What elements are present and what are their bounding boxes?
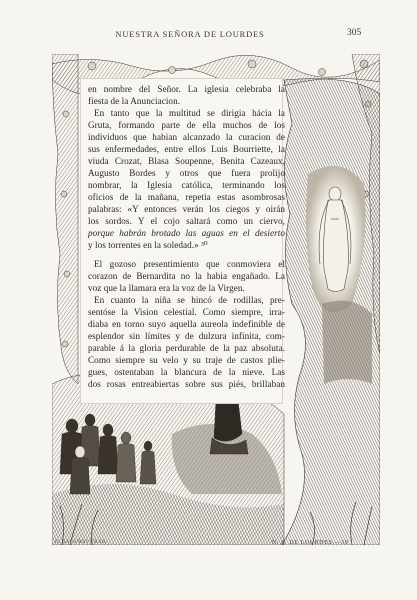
text-line: voz que la llamara era la voz de la Virgen.	[88, 283, 245, 293]
text-line: Como siempre su velo y su traje de castos plie-	[88, 355, 285, 365]
engraver-signature: D. SADURNI GRAB.	[55, 540, 108, 545]
text-line: nombrar, la Iglesia católica, terminando los	[88, 180, 285, 190]
text-line: y los torrentes en la soledad.» ³⁰	[88, 240, 208, 250]
text-line: en nombre del Señor. La iglesia celebraba la	[88, 84, 285, 94]
text-line: parable á la gloria perdurable de la paz absoluta.	[88, 343, 285, 353]
text-line: viuda Crozat, Blasa Soupenne, Benita Cazeaux,	[88, 156, 285, 166]
text-line: diaba en torno suyo aquella aureola indefinible de	[88, 319, 285, 329]
text-line: El gozoso presentimiento que conmoviera el	[94, 259, 285, 269]
text-line: En tanto que la multitud se dirigia hácia la	[94, 108, 285, 118]
text-line: Gruta, formando parte de ella muchos de los	[88, 120, 285, 130]
text-line: fiesta de la Anunciacion.	[88, 96, 181, 106]
text-line: individuos que habian alcanzado la curacion de	[88, 132, 285, 142]
text-line: sentóse la Vision celestial. Como siempre, irra-	[88, 307, 285, 317]
text-line: porque habrán brotado las aguas en el desierto	[88, 228, 285, 238]
text-line: los sordos. Y el cojo saltará como un ciervo,	[88, 216, 285, 226]
running-head: NUESTRA SEÑORA DE LOURDES	[115, 29, 265, 39]
text-line: Augusto Bordes y otros que fuera prolijo	[88, 168, 285, 178]
text-line: gues, ostentaban la blancura de la nieve. Las	[88, 367, 285, 377]
text-line: sus enfermedades, entre ellos Luis Bourriette, la	[88, 144, 285, 154]
text-line: palabras: «Y entonces verán los ciegos y oirán	[88, 204, 285, 214]
text-line: corazon de Bernardita no la habia engañado. La	[88, 271, 285, 281]
text-line: esplendor sin límites y de dulzura infinita, com-	[88, 331, 285, 341]
page-number: 305	[347, 28, 362, 38]
text-line: En cuanto la niña se hincó de rodillas, pre-	[94, 295, 285, 305]
text-line: dos rosas entreabiertas sobre sus piés, brillaban	[88, 379, 285, 389]
text-line: oficios de la mañana, repetia estas asombrosas	[88, 192, 285, 202]
page-caption: N. S. DE LOURDES.—39	[272, 540, 349, 546]
grotto-rocks	[282, 79, 380, 545]
